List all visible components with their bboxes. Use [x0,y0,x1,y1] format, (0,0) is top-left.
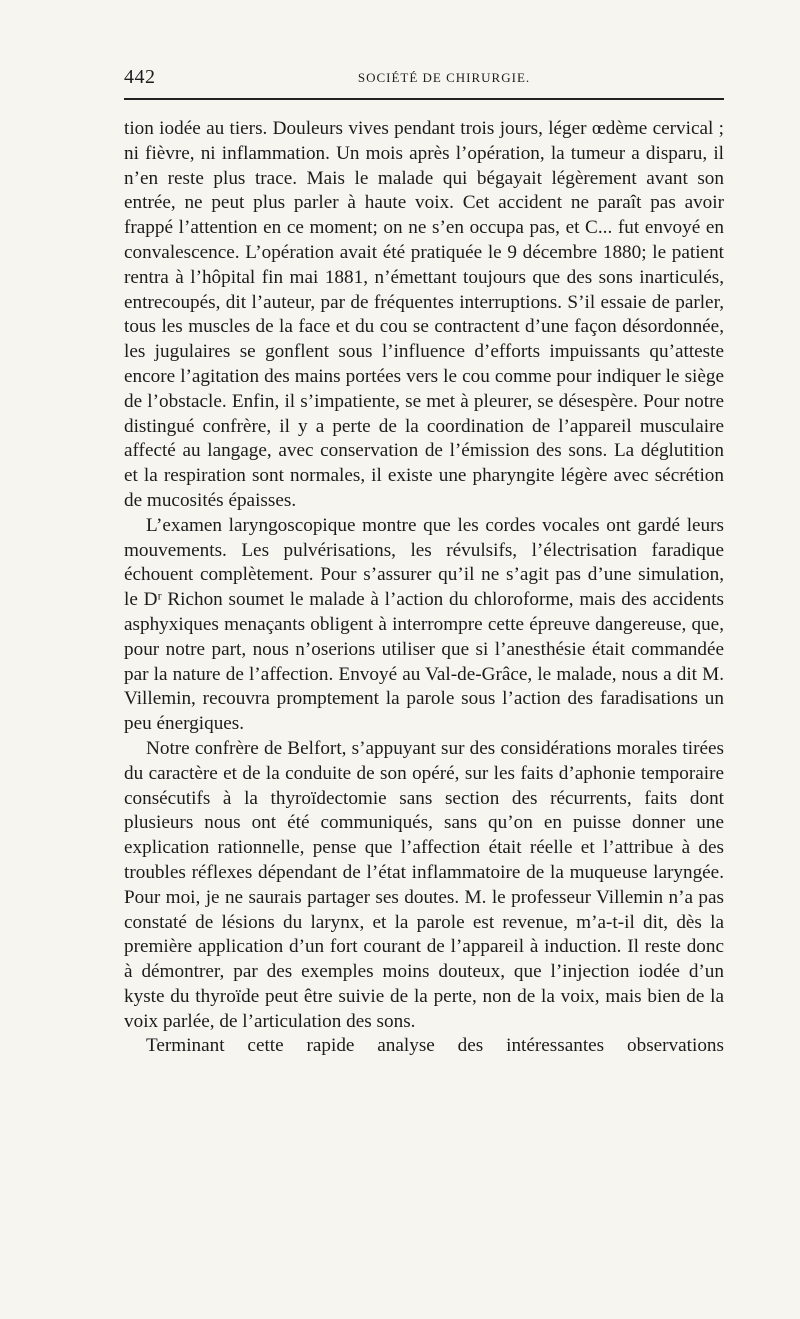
body-text [124,117,724,1059]
paragraph-4: Terminant cette rapide analyse des intéressantes observations [146,1035,724,1057]
header-rule [124,98,724,100]
paragraph-2: L’examen laryngoscopique montre que les cordes vocales ont gardé leurs mouvements. Les pulvérisations, les révulsifs, l’électrisation faradique échouent complètement. Pour s’assurer qu’il ne s’agit pas d’une simulation, le Dʳ Richon soumet le malade à l’action du chloroforme, mais des accidents asphyxiques menaçants obligent à interrompre cette épreuve dangereuse, que, pour notre part, nous n’oserions utiliser que si l’anesthésie était commandée par la nature de l’affection. Envoyé au Val-de-Grâce, le malade, nous a dit M. Villemin, recouvra promptement la parole sous l’action des faradisations un peu énergiques. [124,514,724,735]
paragraph-1: tion iodée au tiers. Douleurs vives pendant trois jours, léger œdème cervical ; ni fièvre, ni inflammation. Un mois après l’opération, la tumeur a disparu, il n’en reste plus trace. Mais le malade qui bégayait légèrement avant son entrée, ne peut plus parler à haute voix. Cet accident ne paraît pas avoir frappé l’attention en ce moment; on ne s’en occupa pas, et C... fut envoyé en convalescence. L’opération avait été pratiquée le 9 décembre 1880; le patient rentra à l’hôpital fin mai 1881, n’émettant toujours que des sons inarticulés, entrecoupés, dit l’auteur, par de fréquentes interruptions. S’il essaie de parler, tous les muscles de la face et du cou se contractent d’une façon désordonnée, les jugulaires se gonflent sous l’influence d’efforts impuissants qu’atteste encore l’agitation des mains portées vers le cou comme pour indiquer le siège de l’obstacle. Enfin, il s’impatiente, se met à pleurer, se désespère. Pour notre distingué confrère, il y a perte de la coordination de l’appareil musculaire affecté au langage, avec conservation de l’émission des sons. La déglutition et la respiration sont normales, il existe une pharyngite légère avec sécrétion de mucosités épaisses. [124,118,724,511]
running-head: SOCIÉTÉ DE CHIRURGIE. [357,70,531,85]
page-number: 442 [124,66,156,88]
page-header [124,66,724,94]
paragraph-3: Notre confrère de Belfort, s’appuyant sur des considérations morales tirées du caractère et de la conduite de son opéré, sur les faits d’aphonie temporaire consécutifs à la thyroïdectomie sans section des récurrents, faits dont plusieurs nous ont été communiqués, sans qu’on en puisse donner une explication rationnelle, pense que l’affection était réelle et l’attribue à des troubles réflexes dépendant de l’état inflammatoire de la muqueuse laryngée. Pour moi, je ne saurais partager ses doutes. M. le professeur Villemin n’a pas constaté de lésions du larynx, et la parole est revenue, m’a-t-il dit, dès la première application d’un fort courant de l’appareil à induction. Il reste donc à démontrer, par des exemples moins douteux, que l’injection iodée d’un kyste du thyroïde peut être suivie de la perte, non de la voix, mais bien de la voix parlée, de l’articulation des sons. [124,737,724,1032]
